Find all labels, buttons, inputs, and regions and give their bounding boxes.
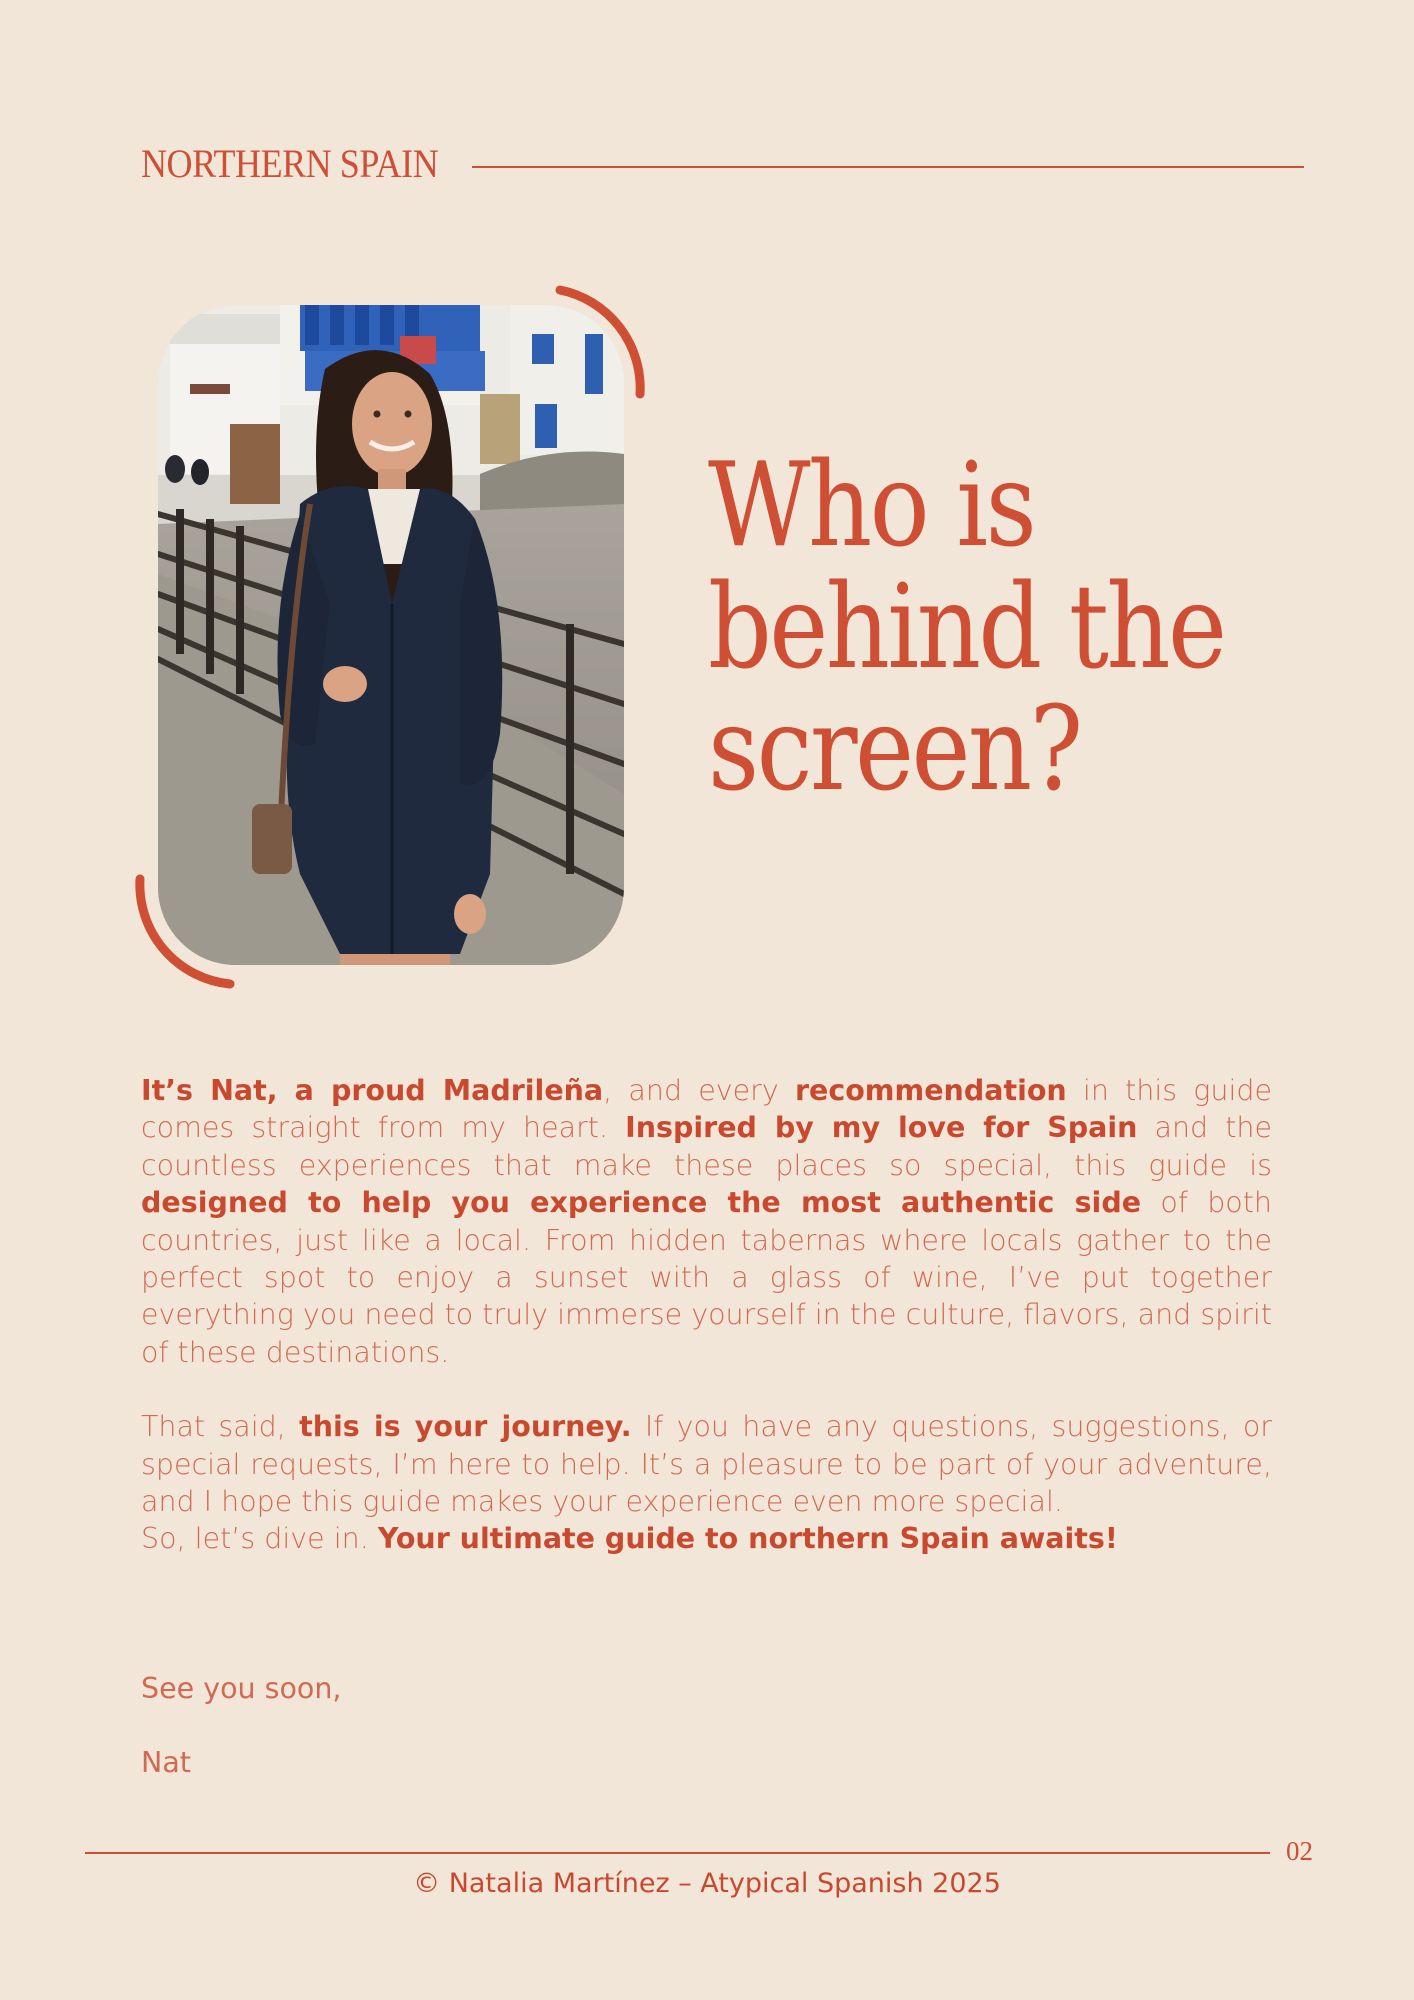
intro-text-2: in this guide comes straight from my heart. xyxy=(141,1074,1273,1145)
signoff-name: Nat xyxy=(141,1746,191,1779)
journey-paragraph xyxy=(141,1408,1272,1558)
author-photo-illustration xyxy=(130,274,650,994)
intro-paragraph xyxy=(141,1072,1272,1371)
journey-text-1: That said, xyxy=(141,1410,300,1444)
page-number: 02 xyxy=(1286,1836,1313,1866)
journey-bold-1: this is your journey. xyxy=(299,1410,632,1444)
body-text xyxy=(141,1072,1272,1558)
headline-line-3: screen? xyxy=(708,682,1081,817)
signoff-greeting: See you soon, xyxy=(141,1672,342,1705)
page-headline xyxy=(708,438,1308,817)
headline-line-1: Who is xyxy=(708,438,1035,573)
journey-text-3: So, let’s dive in. xyxy=(141,1522,378,1556)
section-label: NORTHERN SPAIN xyxy=(141,141,439,186)
footer-divider xyxy=(85,1852,1270,1854)
header-divider xyxy=(472,166,1304,168)
intro-bold-2: recommendation xyxy=(794,1074,1067,1107)
intro-text-4: of both countries, just like a local. From hidden tabernas where locals gather to the perfect spot to enjoy a sunset with a glass of wine, I’ve put together everything you need to truly immerse yourself in the culture, flavors, and spirit of these destinations. xyxy=(141,1186,1272,1369)
copyright-notice: © Natalia Martínez – Atypical Spanish 2025 xyxy=(413,1868,1001,1899)
author-photo xyxy=(130,274,650,994)
intro-bold-3: Inspired by my love for Spain xyxy=(625,1111,1138,1145)
journey-closing-line xyxy=(141,1520,1272,1557)
intro-text-3: and the countless experiences that make these places so special, this guide is xyxy=(141,1111,1272,1182)
headline-line-2: behind the xyxy=(708,560,1225,695)
intro-bold-1: It’s Nat, a proud Madrileña xyxy=(141,1074,604,1107)
intro-text-1: , and every xyxy=(603,1074,795,1107)
journey-bold-2: Your ultimate guide to northern Spain awaits! xyxy=(377,1522,1118,1556)
journey-text-2: If you have any questions, suggestions, or special requests, I’m here to help. It’s a pleasure to be part of your adventure, and I hope this guide makes your experience even more special. xyxy=(141,1410,1272,1519)
intro-bold-4: designed to help you experience the most authentic side xyxy=(141,1186,1142,1220)
